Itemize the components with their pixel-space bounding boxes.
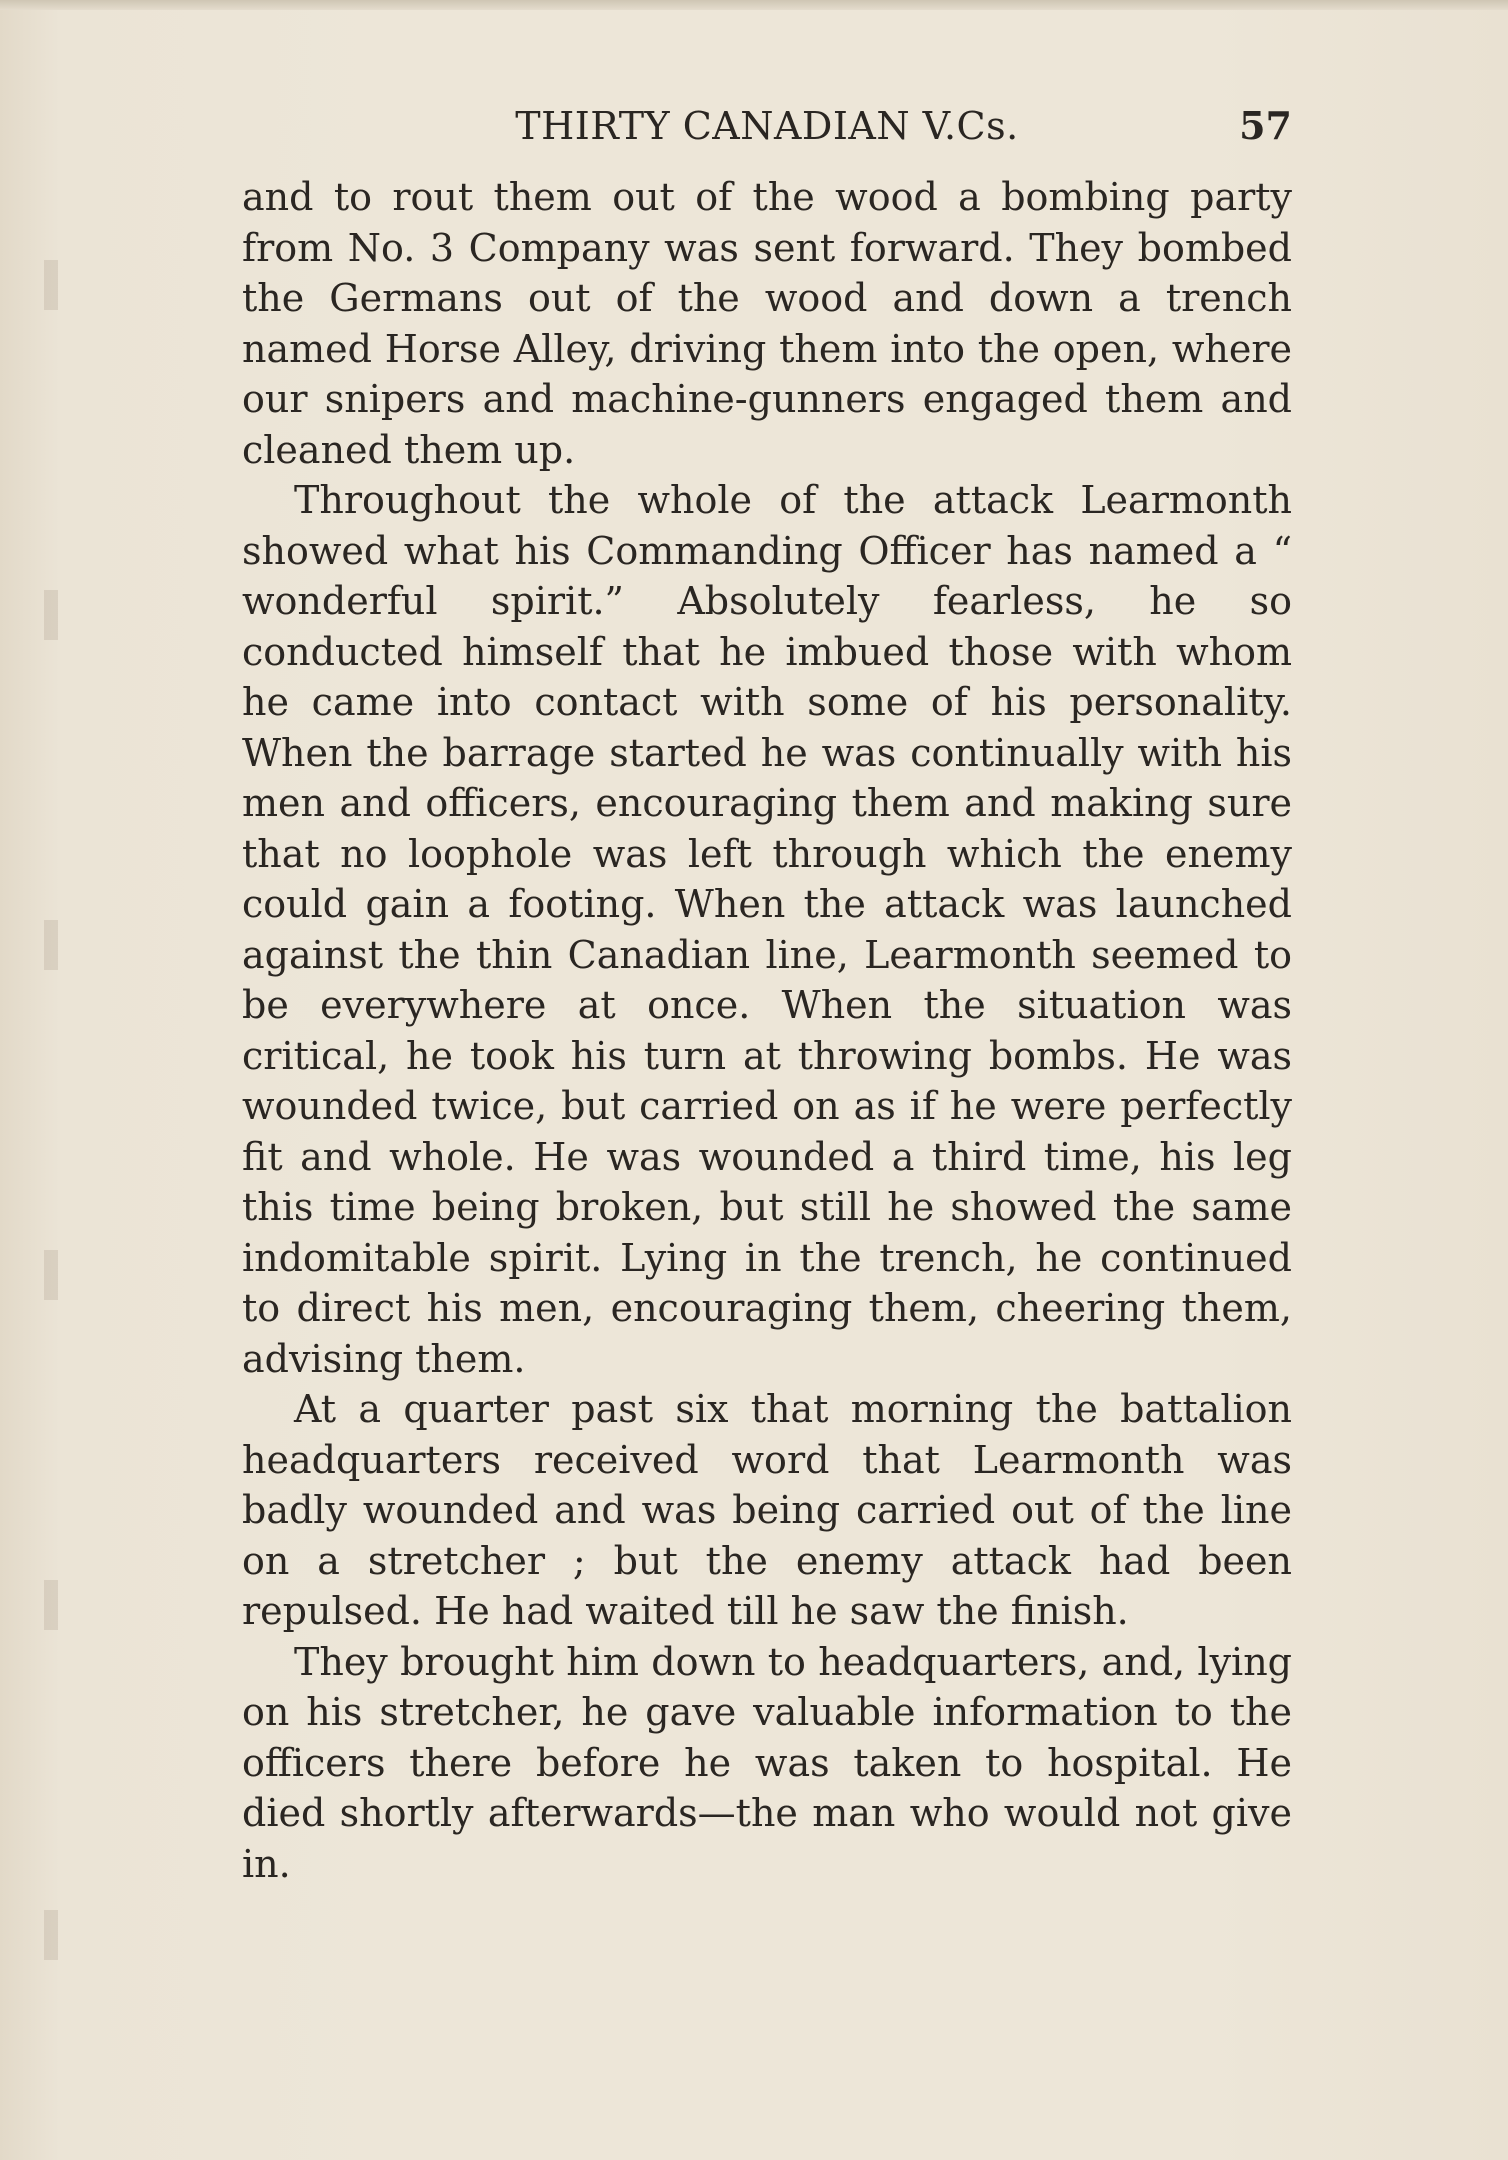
body-text [242, 172, 1292, 1889]
paragraph-4: They brought him down to headquarters, and, lying on his stretcher, he gave valuable information to the officers there before he was taken to hospital. He died shortly afterwards—the man who would not give in. [242, 1639, 1292, 1886]
paragraph-2: Throughout the whole of the attack Learmonth showed what his Commanding Officer has named a “ wonderful spirit.” Absolutely fearless, he so conducted himself that he imbued those with whom he came into contact with some of his personality. When the barrage started he was continually with his men and officers, encouraging them and making sure that no loophole was left through which the enemy could gain a footing. When the attack was launched against the thin Canadian line, Learmonth seemed to be everywhere at once. When the situation was critical, he took his turn at throwing bombs. He was wounded twice, but carried on as if he were perfectly fit and whole. He was wounded a third time, his leg this time being broken, but still he showed the same indomitable spirit. Lying in the trench, he continued to direct his men, encouraging them, cheering them, advising them. [242, 478, 1292, 1381]
paragraph-3: At a quarter past six that morning the battalion headquarters received word that Learmonth was badly wounded and was being carried out of the line on a stretcher ; but the enemy attack had been repulsed. He had waited till he saw the finish. [242, 1387, 1292, 1633]
page-number: 57 [1239, 103, 1292, 148]
paragraph-1: and to rout them out of the wood a bombing party from No. 3 Company was sent forward. They bombed the Germans out of the wood and down a trench named Horse Alley, driving them into the open, where our snipers and machine-gunners engaged them and cleaned them up. [242, 175, 1292, 472]
running-head [242, 96, 1292, 156]
running-title: THIRTY CANADIAN V.Cs. [515, 104, 1019, 148]
binding-gutter-marks [44, 120, 58, 2080]
page-top-edge [0, 0, 1508, 10]
